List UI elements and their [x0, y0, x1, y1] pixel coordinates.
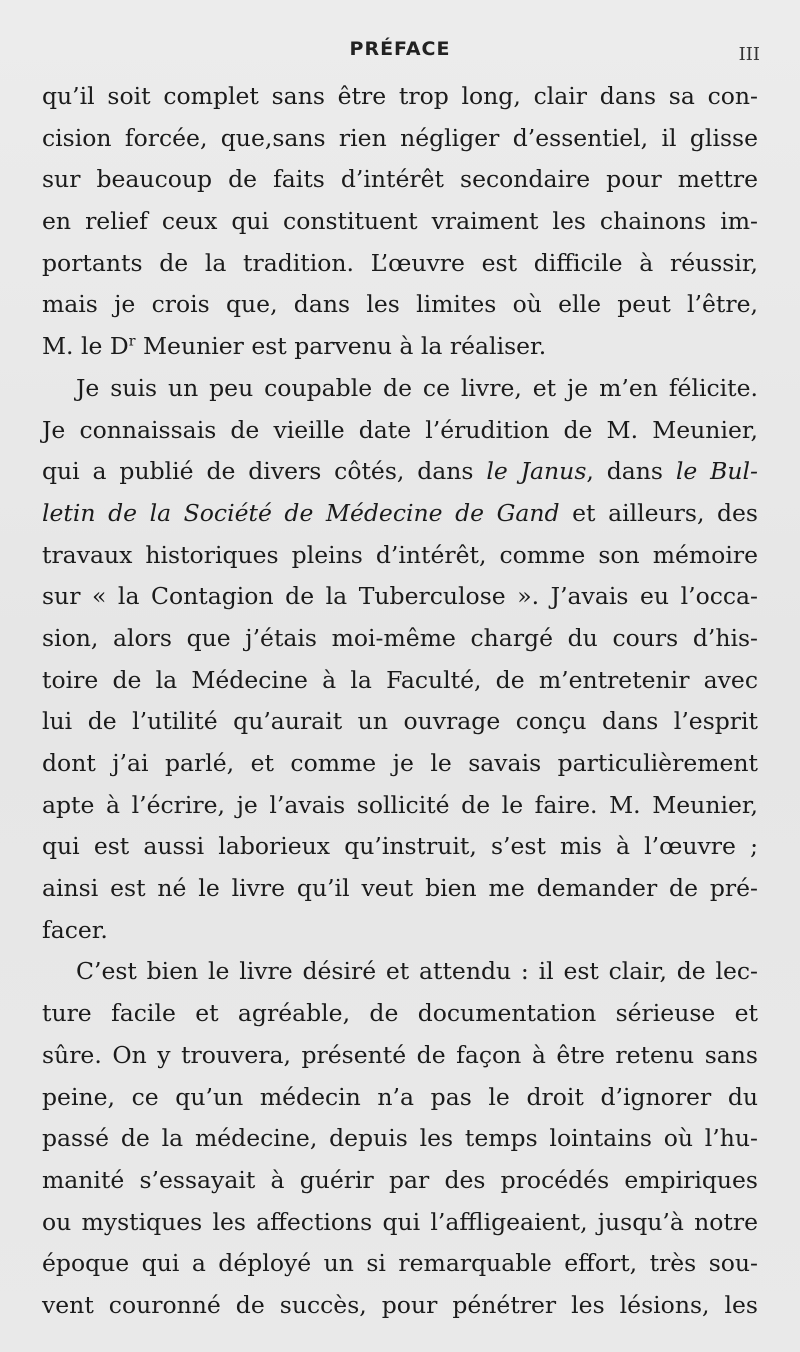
text-segment: ou mystiques les affections qui l’affligeaient, jusqu’à notre [42, 1207, 758, 1236]
text-line [42, 76, 758, 118]
text-line [42, 284, 758, 326]
text-segment: Je suis un peu coupable de ce livre, et je m’en félicite. [76, 373, 758, 402]
body-text [42, 76, 758, 1327]
text-segment: apte à l’écrire, je l’avais sollicité de le faire. M. Meunier, [42, 790, 758, 819]
text-line [42, 826, 758, 868]
text-segment: lui de l’utilité qu’aurait un ouvrage conçu dans l’esprit [42, 707, 758, 736]
text-line [42, 1243, 758, 1285]
text-segment: manité s’essayait à guérir par des procédés empiriques [42, 1165, 758, 1194]
text-line [42, 201, 758, 243]
text-segment: qui est aussi laborieux qu’instruit, s’est mis à l’œuvre ; [42, 832, 758, 861]
text-segment: ainsi est né le livre qu’il veut bien me demander de pré- [42, 874, 758, 903]
text-segment: Je connaissais de vieille date l’érudition de M. Meunier, [42, 415, 758, 444]
superscript-segment: r [128, 333, 136, 350]
text-segment: en relief ceux qui constituent vraiment les chainons im- [42, 207, 758, 236]
text-segment: époque qui a déployé un si remarquable effort, très sou- [42, 1249, 758, 1278]
text-segment: passé de la médecine, depuis les temps lointains où l’hu- [42, 1124, 758, 1153]
text-line [42, 1077, 758, 1119]
text-line [42, 785, 758, 827]
text-segment: sur beaucoup de faits d’intérêt secondaire pour mettre [42, 165, 758, 194]
text-segment: peine, ce qu’un médecin n’a pas le droit d’ignorer du [42, 1082, 758, 1111]
text-line [42, 326, 758, 368]
text-line [42, 410, 758, 452]
italic-text-segment: le Janus [486, 457, 587, 486]
text-line [42, 660, 758, 702]
text-line [42, 1118, 758, 1160]
text-segment: dont j’ai parlé, et comme je le savais particulièrement [42, 749, 758, 777]
text-segment: portants de la tradition. L’œuvre est difficile à réussir, [42, 248, 758, 277]
text-line [42, 1202, 758, 1244]
text-segment: sur « la Contagion de la Tuberculose ». J’avais eu l’occa- [42, 582, 758, 611]
text-line [42, 576, 758, 618]
text-line [42, 1035, 758, 1077]
text-segment: C’est bien le livre désiré et attendu : il est clair, de lec- [76, 957, 758, 986]
text-segment: travaux historiques pleins d’intérêt, comme son mémoire [42, 540, 758, 569]
text-line [42, 118, 758, 160]
text-line [42, 159, 758, 201]
page-number: III [738, 44, 760, 65]
text-segment: Meunier est parvenu à la réaliser. [135, 332, 547, 361]
italic-text-segment: le Bul- [675, 457, 758, 486]
text-segment: qui a publié de divers côtés, dans [42, 457, 487, 486]
text-segment: M. le D [42, 332, 129, 361]
text-line [42, 1285, 758, 1327]
running-header-title: PRÉFACE [349, 38, 451, 60]
text-line [42, 368, 758, 410]
text-segment: cision forcée, que,sans rien négliger d’essentiel, il glisse [42, 123, 758, 152]
text-line [42, 535, 758, 577]
text-line [42, 701, 758, 743]
text-segment: mais je crois que, dans les limites où elle peut l’être, [42, 290, 758, 319]
text-segment: sûre. On y trouvera, présenté de façon à être retenu sans [42, 1040, 758, 1069]
text-segment: sion, alors que j’étais moi-même chargé du cours d’his- [42, 623, 758, 652]
italic-text-segment: letin de la Société de Médecine de Gand [42, 498, 560, 527]
text-line [42, 451, 758, 493]
text-segment: , dans [586, 457, 676, 486]
text-line [42, 243, 758, 285]
text-segment: et ailleurs, des [559, 498, 758, 527]
text-line [42, 618, 758, 660]
text-segment: qu’il soit complet sans être trop long, clair dans sa con- [42, 82, 758, 110]
text-segment: facer. [42, 915, 108, 944]
text-line [42, 1160, 758, 1202]
text-line [42, 993, 758, 1035]
text-line [42, 868, 758, 910]
text-line [42, 493, 758, 535]
text-segment: vent couronné de succès, pour pénétrer les lésions, les [42, 1290, 758, 1319]
text-segment: toire de la Médecine à la Faculté, de m’entretenir avec [42, 665, 758, 694]
text-segment: ture facile et agréable, de documentation sérieuse et [42, 999, 758, 1028]
text-line [42, 951, 758, 993]
text-line [42, 910, 758, 952]
text-line [42, 743, 758, 785]
